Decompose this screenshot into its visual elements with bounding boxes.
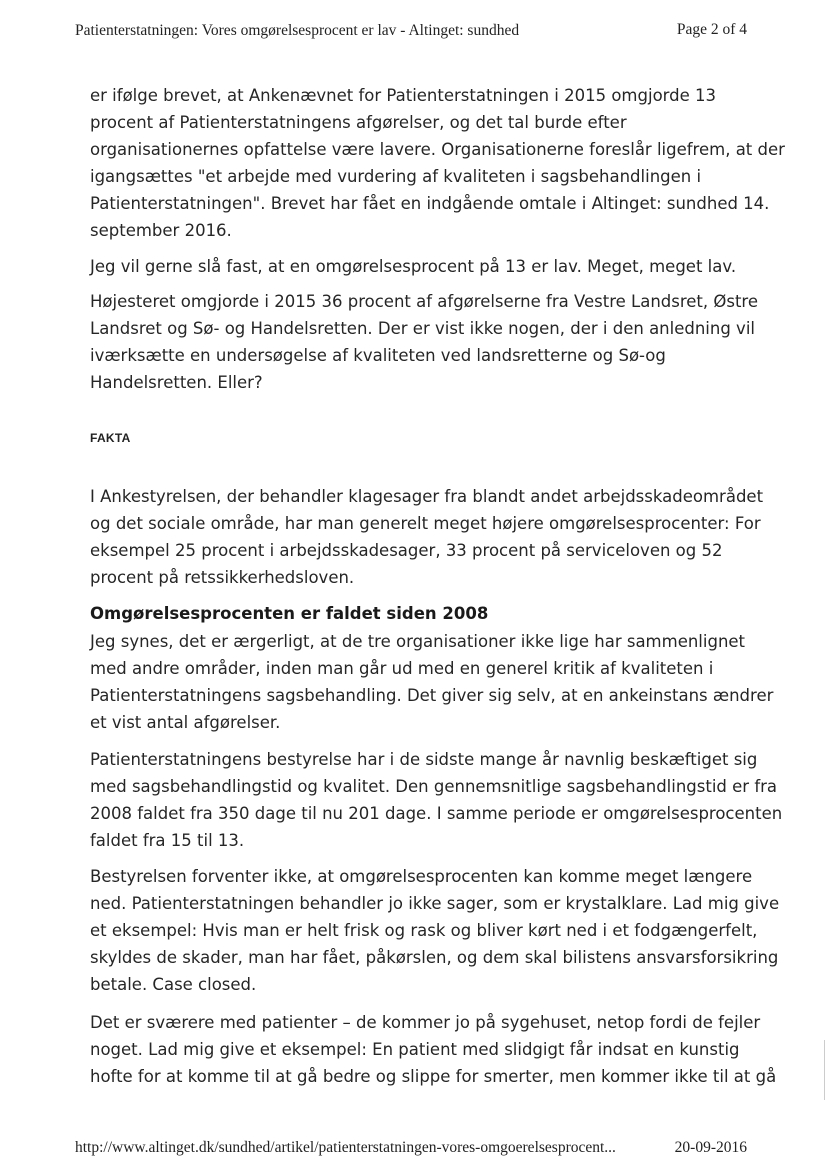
section-heading: Omgørelsesprocenten er faldet siden 2008 — [90, 604, 489, 623]
fakta-label: FAKTA — [90, 431, 131, 445]
text-line: og det sociale område, har man generelt meget højere omgørelsesprocenter: For — [90, 514, 761, 533]
text-line: igangsættes "et arbejde med vurdering af kvaliteten i sagsbehandlingen i — [90, 167, 702, 186]
paragraph — [90, 483, 764, 591]
text-line: 2008 faldet fra 350 dage til nu 201 dage. I samme periode er omgørelsesprocenten — [90, 804, 783, 823]
text-line: Jeg vil gerne slå fast, at en omgørelsesprocent på 13 er lav. Meget, meget lav. — [90, 257, 737, 276]
paragraph — [90, 863, 780, 998]
paragraph — [90, 746, 783, 854]
text-line: organisationernes opfattelse være lavere. Organisationerne foreslår ligefrem, at der — [90, 140, 785, 159]
text-line: Det er sværere med patienter – de kommer jo på sygehuset, netop fordi de fejler — [90, 1013, 761, 1032]
text-line: Landsret og Sø- og Handelsretten. Der er vist ikke nogen, der i den anledning vil — [90, 319, 755, 338]
paragraph — [90, 628, 774, 736]
text-line: september 2016. — [90, 221, 232, 240]
print-date: 20-09-2016 — [674, 1139, 747, 1156]
text-line: Patienterstatningens sagsbehandling. Det giver sig selv, at en ankeinstans ændrer — [90, 686, 774, 705]
text-line: Patienterstatningens bestyrelse har i de sidste mange år navnlig beskæftiget sig — [90, 750, 758, 769]
text-line: I Ankestyrelsen, der behandler klagesager fra blandt andet arbejdsskadeområdet — [90, 487, 764, 506]
text-line: Bestyrelsen forventer ikke, at omgørelsesprocenten kan komme meget længere — [90, 867, 753, 886]
paragraph — [90, 253, 740, 280]
document-title: Patienterstatningen: Vores omgørelsesprocent er lav - Altinget: sundhed — [75, 22, 520, 39]
text-line: et eksempel: Hvis man er helt frisk og rask og bliver kørt ned i et fodgængerfelt, — [90, 921, 758, 940]
text-line: Handelsretten. Eller? — [90, 373, 263, 392]
text-line: noget. Lad mig give et eksempel: En patient med slidgigt får indsat en kunstig — [90, 1040, 740, 1059]
page-header — [75, 22, 747, 40]
text-line: procent af Patienterstatningens afgørelser, og det tal burde efter — [90, 113, 627, 132]
text-line: med sagsbehandlingstid og kvalitet. Den gennemsnitlige sagsbehandlingstid er fra — [90, 777, 778, 796]
text-line: et vist antal afgørelser. — [90, 713, 281, 732]
paragraph — [90, 1009, 777, 1090]
text-line: Jeg synes, det er ærgerligt, at de tre organisationer ikke lige har sammenlignet — [90, 632, 746, 651]
text-line: skyldes de skader, man har fået, påkørslen, og dem skal bilistens ansvarsforsikring — [90, 948, 779, 967]
text-line: ned. Patienterstatningen behandler jo ikke sager, som er krystalklare. Lad mig give — [90, 894, 780, 913]
paragraph — [90, 82, 785, 244]
paragraph — [90, 288, 759, 396]
page-footer — [75, 1139, 747, 1157]
text-line: hofte for at komme til at gå bedre og slippe for smerter, men kommer ikke til at gå — [90, 1067, 777, 1086]
text-line: procent på retssikkerhedsloven. — [90, 568, 355, 587]
text-line: med andre områder, inden man går ud med en generel kritik af kvaliteten i — [90, 659, 714, 678]
text-line: er ifølge brevet, at Ankenævnet for Patienterstatningen i 2015 omgjorde 13 — [90, 86, 717, 105]
text-line: eksempel 25 procent i arbejdsskadesager, 33 procent på serviceloven og 52 — [90, 541, 723, 560]
text-line: Patienterstatningen". Brevet har fået en indgående omtale i Altinget: sundhed 14. — [90, 194, 770, 213]
text-line: iværksætte en undersøgelse af kvaliteten ved landsretterne og Sø-og — [90, 346, 666, 365]
text-line: betale. Case closed. — [90, 975, 257, 994]
scan-edge — [824, 1040, 825, 1100]
text-line: Højesteret omgjorde i 2015 36 procent af afgørelserne fra Vestre Landsret, Østre — [90, 292, 759, 311]
source-url: http://www.altinget.dk/sundhed/artikel/patienterstatningen-vores-omgoerelsesprocent... — [75, 1139, 616, 1156]
page-number: Page 2 of 4 — [676, 21, 747, 38]
text-line: faldet fra 15 til 13. — [90, 831, 245, 850]
